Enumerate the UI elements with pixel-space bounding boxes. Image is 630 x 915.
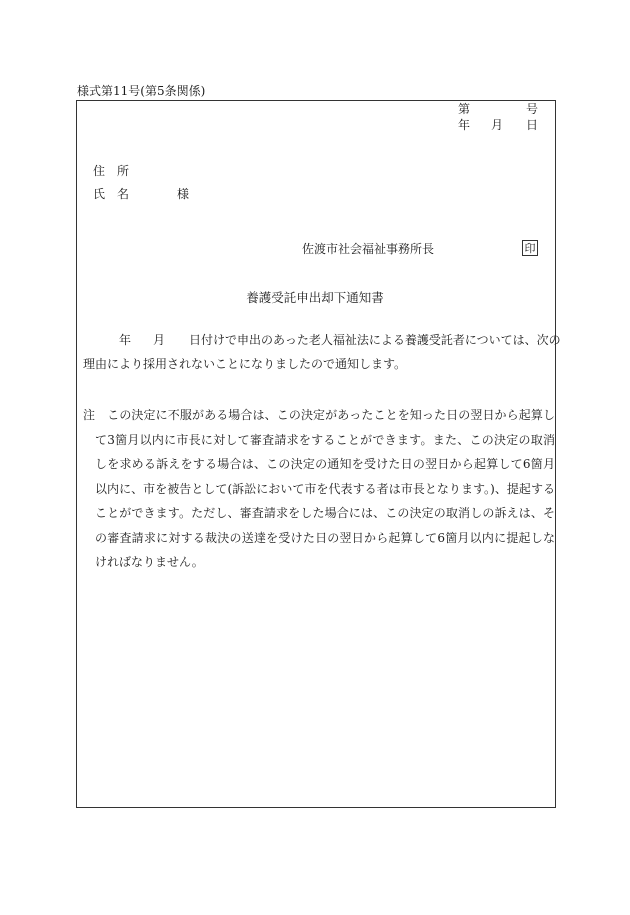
name-label: 氏 名 bbox=[93, 187, 130, 201]
body-line-1: 日付けで申出のあった老人福祉法による養護受託者については、次の bbox=[189, 333, 561, 347]
document-title: 養護受託申出却下通知書 bbox=[246, 290, 384, 305]
seal-box bbox=[522, 240, 538, 256]
address-label: 住 所 bbox=[93, 164, 130, 178]
date-month-label: 月 bbox=[491, 118, 504, 132]
date-day-label: 日 bbox=[526, 118, 539, 132]
body-date-year: 年 bbox=[119, 333, 132, 347]
form-number: 様式第11号(第5条関係) bbox=[77, 84, 206, 98]
issuer-title: 佐渡市社会福祉事務所長 bbox=[302, 242, 435, 256]
body-date-month: 月 bbox=[153, 333, 166, 347]
number-suffix: 号 bbox=[526, 102, 539, 116]
honorific: 様 bbox=[177, 187, 190, 201]
body-line-2: 理由により採用されないことになりましたので通知します。 bbox=[83, 357, 407, 371]
appeal-note: 注 この決定に不服がある場合は、この決定があったことを知った日の翌日から起算して3箇月以内に市長に対して審査請求をすることができます。また、この決定の取消しを求める訴えをする場合は、この決定の通知を受けた日の翌日から起算して6箇月以内に、市を被告として(訴訟において市を代表する者は市長となります。)、提起することができます。ただし、審査請求をした場合には、この決定の取消しの訴えは、その審査請求に対する裁決の送達を受けた日の翌日から起算して6箇月以内に提起しなければなりません。 bbox=[83, 408, 555, 569]
number-prefix: 第 bbox=[458, 102, 471, 116]
date-year-label: 年 bbox=[458, 118, 471, 132]
seal-text: 印 bbox=[524, 241, 536, 255]
